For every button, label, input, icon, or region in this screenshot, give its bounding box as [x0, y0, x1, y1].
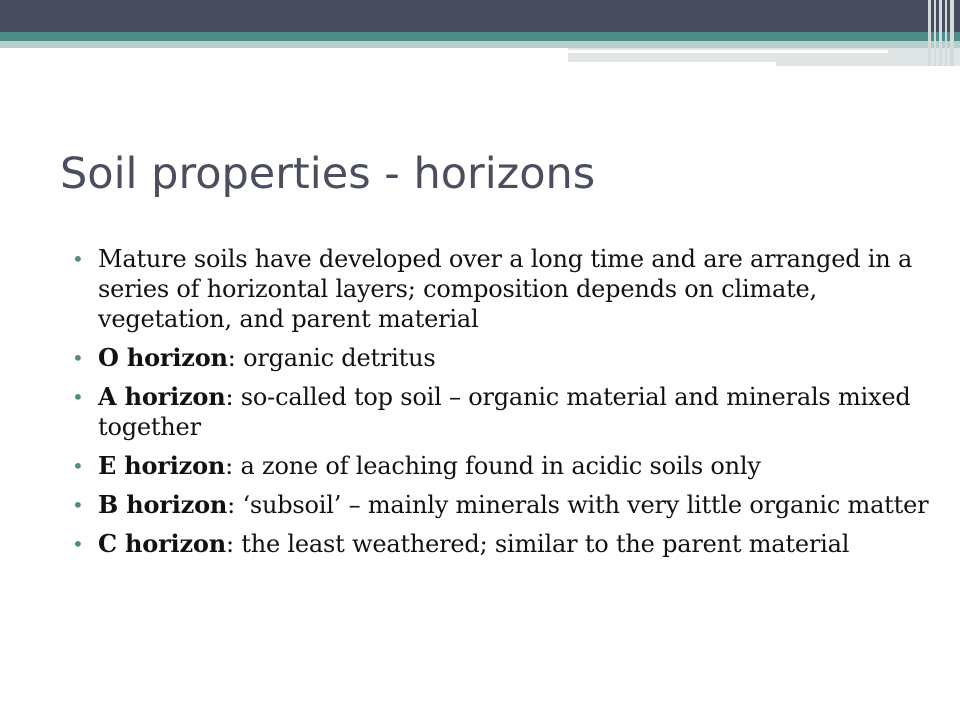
bullet-text: : so-called top soil – organic material and minerals mixed together [98, 383, 911, 441]
header-band-line [568, 50, 888, 53]
list-item [72, 529, 932, 559]
bullet-term: C horizon [98, 529, 226, 558]
bullet-list [72, 244, 932, 568]
list-item [72, 343, 932, 373]
bullet-text: Mature soils have developed over a long time and are arranged in a series of horizontal layers; composition depends on climate, vegetation, and parent material [98, 245, 913, 333]
bullet-term: O horizon [98, 343, 228, 372]
bullet-term: A horizon [98, 382, 226, 411]
list-item [72, 382, 932, 442]
header-band-teal [0, 32, 960, 41]
header-band-dark [0, 0, 960, 32]
bullet-text: : ‘subsoil’ – mainly minerals with very little organic matter [227, 491, 929, 519]
header-band-light [0, 41, 960, 48]
list-item [72, 490, 932, 520]
bullet-term: E horizon [98, 451, 226, 480]
corner-stripes [926, 0, 960, 66]
list-item [72, 244, 932, 334]
list-item [72, 451, 932, 481]
header-band-line [568, 62, 776, 66]
bullet-text: : organic detritus [227, 344, 436, 372]
bullet-term: B horizon [98, 490, 228, 519]
bullet-text: : the least weathered; similar to the parent material [225, 530, 850, 558]
slide-title: Soil properties - horizons [60, 149, 596, 199]
bullet-text: : a zone of leaching found in acidic soils only [225, 452, 761, 480]
